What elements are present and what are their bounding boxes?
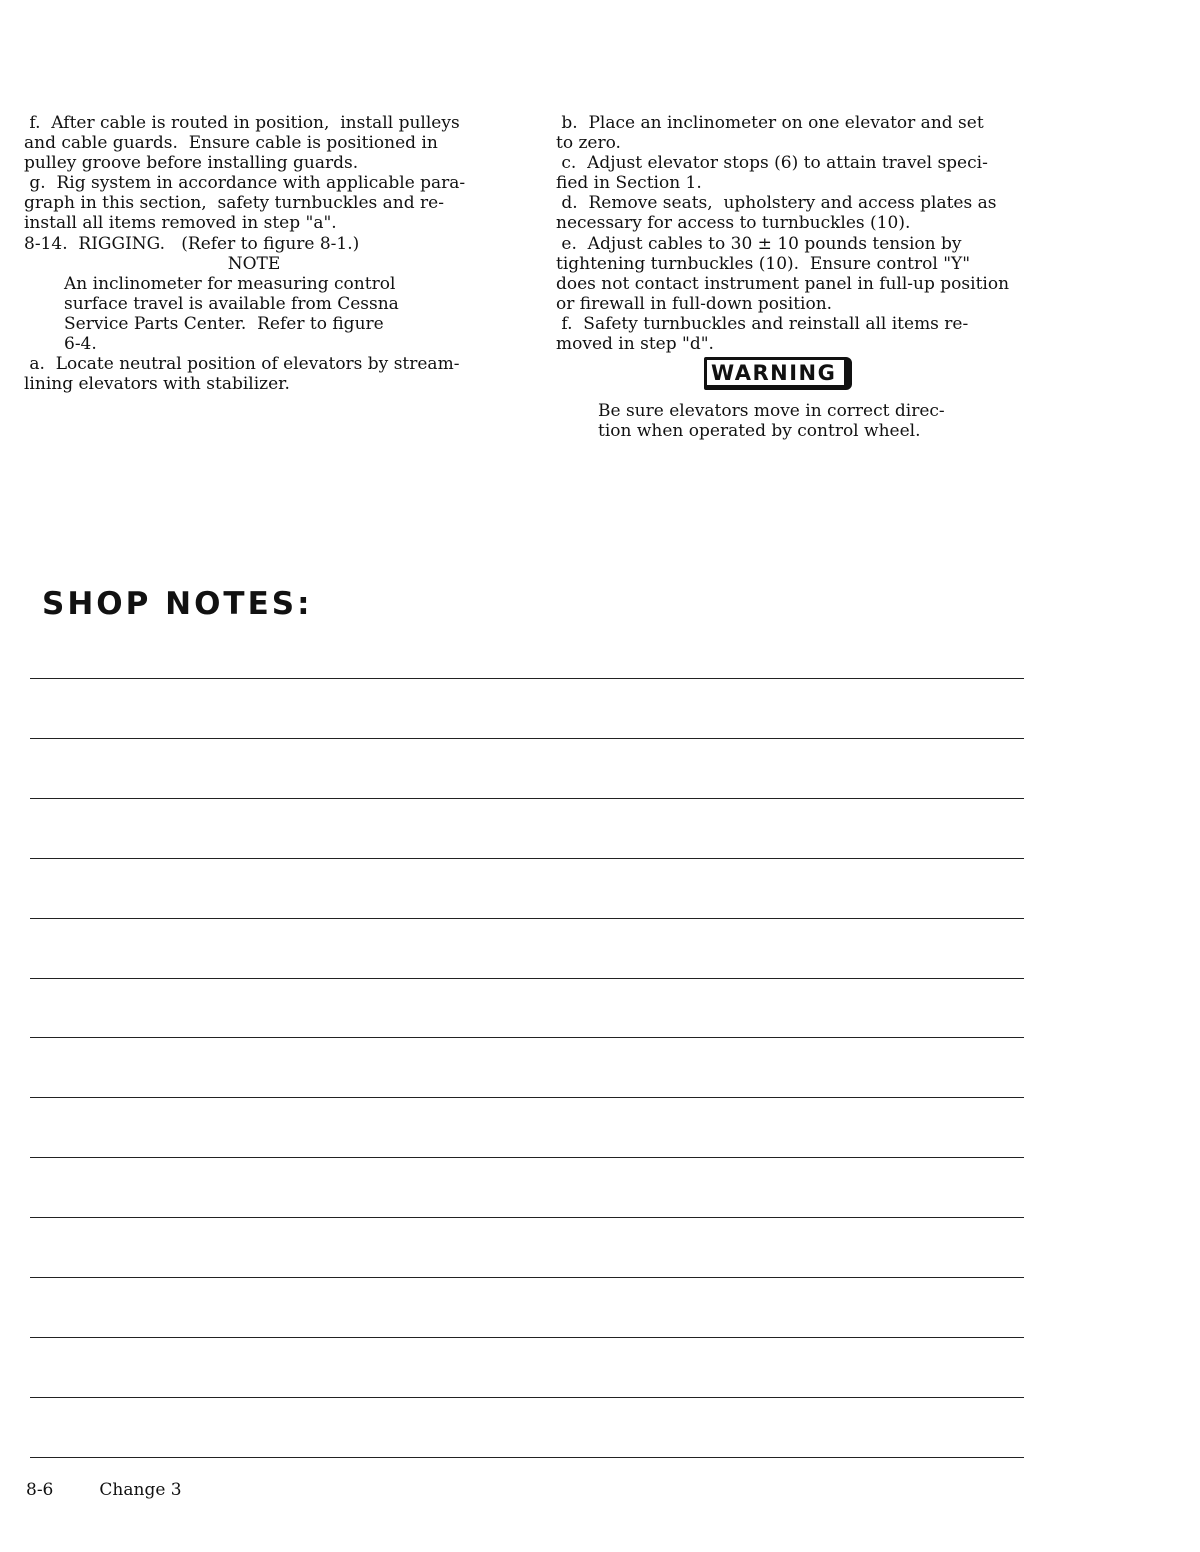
text-line: a. Locate neutral position of elevators by stream-	[24, 354, 460, 375]
note-rule-line	[30, 1217, 1024, 1218]
note-rule-line	[30, 978, 1024, 979]
note-rule-line	[30, 1457, 1024, 1458]
text-line: f. After cable is routed in position, install pulleys	[24, 113, 460, 133]
section-heading: 8-14. RIGGING. (Refer to figure 8-1.)	[24, 233, 360, 254]
note-title: NOTE	[227, 253, 281, 274]
note-rule-line	[30, 1037, 1024, 1038]
text-line: and cable guards. Ensure cable is positioned in	[24, 133, 438, 154]
note-rule-line	[30, 678, 1024, 679]
note-line: surface travel is available from Cessna	[64, 293, 399, 314]
revision-label: Change 3	[99, 1480, 182, 1500]
note-rule-line	[30, 1337, 1024, 1338]
text-line: fied in Section 1.	[556, 173, 702, 194]
warning-line: tion when operated by control wheel.	[598, 421, 921, 442]
note-rule-line	[30, 798, 1024, 799]
text-line: moved in step "d".	[556, 334, 714, 355]
note-line: An inclinometer for measuring control	[64, 273, 396, 294]
text-line: pulley groove before installing guards.	[24, 153, 359, 174]
text-line: tightening turnbuckles (10). Ensure control "Y"	[556, 253, 971, 274]
page-footer	[26, 1480, 182, 1500]
left-column	[24, 113, 534, 394]
text-line: lining elevators with stabilizer.	[24, 374, 290, 395]
note-rule-line	[30, 918, 1024, 919]
text-line: does not contact instrument panel in full-up position	[556, 273, 1010, 294]
text-line: necessary for access to turnbuckles (10).	[556, 213, 911, 234]
text-line: d. Remove seats, upholstery and access plates as	[556, 193, 997, 214]
text-line: f. Safety turnbuckles and reinstall all items re-	[556, 313, 969, 334]
warning-body	[556, 401, 1056, 441]
text-line: b. Place an inclinometer on one elevator and set	[556, 113, 984, 133]
note-line: 6-4.	[64, 334, 97, 355]
text-line: e. Adjust cables to 30 ± 10 pounds tension by	[556, 233, 962, 254]
text-line: or firewall in full-down position.	[556, 293, 833, 314]
shop-notes-title: SHOP NOTES:	[42, 586, 313, 622]
text-line: c. Adjust elevator stops (6) to attain travel speci-	[556, 153, 988, 174]
note-rule-line	[30, 1157, 1024, 1158]
right-column	[556, 113, 1056, 441]
warning-callout	[556, 357, 1056, 390]
text-line: to zero.	[556, 133, 621, 154]
page-number: 8-6	[26, 1480, 54, 1500]
text-line: graph in this section, safety turnbuckles and re-	[24, 193, 444, 214]
warning-badge: WARNING	[704, 357, 852, 390]
note-rule-line	[30, 1277, 1024, 1278]
text-line: g. Rig system in accordance with applicable para-	[24, 173, 466, 194]
note-rule-line	[30, 738, 1024, 739]
note-rule-line	[30, 1097, 1024, 1098]
note-body	[24, 274, 534, 354]
note-line: Service Parts Center. Refer to figure	[64, 313, 384, 334]
note-rule-line	[30, 1397, 1024, 1398]
text-line: install all items removed in step "a".	[24, 213, 337, 234]
warning-line: Be sure elevators move in correct direc-	[598, 401, 945, 422]
note-rule-line	[30, 858, 1024, 859]
